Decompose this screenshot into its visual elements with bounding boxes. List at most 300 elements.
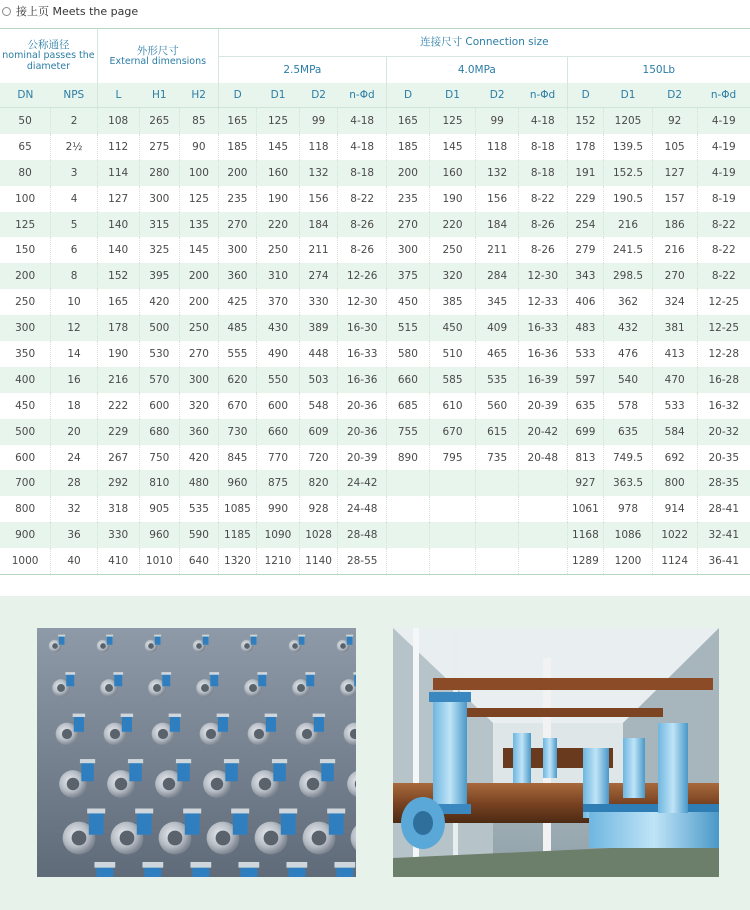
nominal-header — [0, 29, 97, 84]
table-cell: 200 — [387, 160, 430, 186]
table-cell: 220 — [257, 212, 300, 238]
table-cell: 381 — [652, 315, 697, 341]
table-cell: 145 — [429, 134, 476, 160]
table-cell: 389 — [299, 315, 338, 341]
table-cell: 450 — [0, 393, 51, 419]
table-cell: 800 — [0, 496, 51, 522]
table-cell: 360 — [180, 419, 219, 445]
table-cell — [429, 470, 476, 496]
table-cell: 730 — [218, 419, 257, 445]
table-cell: 406 — [567, 289, 604, 315]
column-header-h1-3: H1 — [139, 83, 180, 108]
table-cell: 430 — [257, 315, 300, 341]
table-cell: 699 — [567, 419, 604, 445]
table-cell: 270 — [652, 263, 697, 289]
table-cell: 16-30 — [338, 315, 387, 341]
table-cell: 4-18 — [338, 108, 387, 134]
table-cell: 80 — [0, 160, 51, 186]
table-cell: 500 — [0, 419, 51, 445]
table-cell: 8-18 — [518, 160, 567, 186]
table-cell: 1210 — [257, 548, 300, 574]
table-cell: 890 — [387, 445, 430, 471]
table-row — [0, 186, 750, 212]
table-cell: 320 — [429, 263, 476, 289]
table-cell: 692 — [652, 445, 697, 471]
table-cell: 425 — [218, 289, 257, 315]
table-cell: 90 — [180, 134, 219, 160]
table-cell — [429, 548, 476, 574]
table-cell: 960 — [218, 470, 257, 496]
table-cell: 409 — [476, 315, 519, 341]
table-cell: 483 — [567, 315, 604, 341]
table-row — [0, 393, 750, 419]
table-cell: 4-19 — [697, 134, 750, 160]
table-cell: 112 — [97, 134, 139, 160]
table-cell: 635 — [567, 393, 604, 419]
column-header-nd-16: n-Φd — [697, 83, 750, 108]
table-cell: 8-22 — [697, 263, 750, 289]
table-cell — [387, 522, 430, 548]
group-header-4.0mpa: 4.0MPa — [387, 57, 568, 84]
table-cell: 300 — [218, 237, 257, 263]
table-row — [0, 367, 750, 393]
table-row — [0, 134, 750, 160]
table-row — [0, 237, 750, 263]
table-cell: 615 — [476, 419, 519, 445]
table-cell: 127 — [652, 160, 697, 186]
table-cell: 530 — [139, 341, 180, 367]
table-cell: 640 — [180, 548, 219, 574]
table-cell: 20-35 — [697, 445, 750, 471]
nominal-subtitle: nominal passes the diameter — [2, 50, 95, 73]
table-cell: 152 — [97, 263, 139, 289]
table-cell: 540 — [604, 367, 653, 393]
table-cell: 65 — [0, 134, 51, 160]
table-cell: 978 — [604, 496, 653, 522]
table-cell: 12 — [51, 315, 98, 341]
table-cell: 32-41 — [697, 522, 750, 548]
table-cell: 560 — [476, 393, 519, 419]
table-cell: 165 — [218, 108, 257, 134]
table-cell: 114 — [97, 160, 139, 186]
table-cell: 8-22 — [697, 237, 750, 263]
table-row — [0, 548, 750, 574]
table-cell: 99 — [299, 108, 338, 134]
table-cell: 550 — [257, 367, 300, 393]
table-cell: 200 — [180, 289, 219, 315]
table-cell: 1289 — [567, 548, 604, 574]
table-cell: 448 — [299, 341, 338, 367]
external-header — [97, 29, 218, 84]
table-cell: 6 — [51, 237, 98, 263]
table-cell: 875 — [257, 470, 300, 496]
table-cell: 680 — [139, 419, 180, 445]
table-cell — [518, 496, 567, 522]
table-cell: 20-39 — [518, 393, 567, 419]
table-cell: 270 — [218, 212, 257, 238]
table-cell: 292 — [97, 470, 139, 496]
table-cell: 8-22 — [518, 186, 567, 212]
table-cell — [476, 522, 519, 548]
table-cell: 220 — [429, 212, 476, 238]
table-cell: 315 — [139, 212, 180, 238]
table-cell: 125 — [180, 186, 219, 212]
nominal-title: 公称通径 — [27, 39, 70, 52]
table-cell: 490 — [257, 341, 300, 367]
table-cell: 132 — [299, 160, 338, 186]
table-cell: 1028 — [299, 522, 338, 548]
table-cell: 178 — [567, 134, 604, 160]
table-cell: 320 — [180, 393, 219, 419]
table-cell: 928 — [299, 496, 338, 522]
table-cell: 265 — [139, 108, 180, 134]
column-header-d-9: D — [387, 83, 430, 108]
table-cell: 279 — [567, 237, 604, 263]
table-cell: 108 — [97, 108, 139, 134]
table-cell: 8-26 — [338, 237, 387, 263]
table-cell: 298.5 — [604, 263, 653, 289]
column-header-h2-4: H2 — [180, 83, 219, 108]
table-cell: 318 — [97, 496, 139, 522]
table-cell: 191 — [567, 160, 604, 186]
table-row — [0, 496, 750, 522]
table-cell: 28-41 — [697, 496, 750, 522]
table-cell: 160 — [429, 160, 476, 186]
table-cell: 5 — [51, 212, 98, 238]
table-cell — [387, 548, 430, 574]
table-cell: 200 — [0, 263, 51, 289]
table-cell: 670 — [218, 393, 257, 419]
table-cell: 92 — [652, 108, 697, 134]
table-cell: 914 — [652, 496, 697, 522]
table-cell: 216 — [604, 212, 653, 238]
table-cell: 330 — [97, 522, 139, 548]
table-cell: 8-18 — [518, 134, 567, 160]
page-header — [0, 0, 750, 22]
table-cell: 280 — [139, 160, 180, 186]
table-cell: 145 — [257, 134, 300, 160]
table-cell: 118 — [299, 134, 338, 160]
table-cell: 132 — [476, 160, 519, 186]
table-cell: 8-19 — [697, 186, 750, 212]
table-cell: 156 — [299, 186, 338, 212]
table-cell: 28 — [51, 470, 98, 496]
table-cell — [387, 496, 430, 522]
table-cell: 465 — [476, 341, 519, 367]
table-cell: 820 — [299, 470, 338, 496]
table-cell: 152 — [567, 108, 604, 134]
table-cell: 211 — [299, 237, 338, 263]
table-cell: 16-36 — [338, 367, 387, 393]
table-row — [0, 522, 750, 548]
table-cell: 140 — [97, 237, 139, 263]
table-cell: 2 — [51, 108, 98, 134]
table-cell: 190 — [97, 341, 139, 367]
table-cell: 1085 — [218, 496, 257, 522]
table-cell: 900 — [0, 522, 51, 548]
table-cell: 250 — [257, 237, 300, 263]
table-cell: 310 — [257, 263, 300, 289]
table-cell: 36 — [51, 522, 98, 548]
table-cell: 300 — [0, 315, 51, 341]
table-cell: 250 — [180, 315, 219, 341]
table-cell: 216 — [97, 367, 139, 393]
table-cell: 503 — [299, 367, 338, 393]
table-cell: 200 — [218, 160, 257, 186]
table-cell: 300 — [139, 186, 180, 212]
table-cell: 343 — [567, 263, 604, 289]
column-header-d2-7: D2 — [299, 83, 338, 108]
table-cell: 40 — [51, 548, 98, 574]
table-cell: 470 — [652, 367, 697, 393]
table-cell: 1000 — [0, 548, 51, 574]
column-header-d2-15: D2 — [652, 83, 697, 108]
table-cell: 190 — [429, 186, 476, 212]
table-cell: 990 — [257, 496, 300, 522]
table-cell: 254 — [567, 212, 604, 238]
table-cell: 813 — [567, 445, 604, 471]
table-cell: 165 — [97, 289, 139, 315]
table-cell: 241.5 — [604, 237, 653, 263]
table-cell: 12-25 — [697, 315, 750, 341]
table-cell: 548 — [299, 393, 338, 419]
column-header-d-5: D — [218, 83, 257, 108]
table-cell: 235 — [387, 186, 430, 212]
table-cell: 184 — [476, 212, 519, 238]
table-row — [0, 445, 750, 471]
table-cell — [429, 496, 476, 522]
table-cell: 510 — [429, 341, 476, 367]
table-cell — [518, 522, 567, 548]
table-row — [0, 470, 750, 496]
table-cell: 16-32 — [697, 393, 750, 419]
table-cell: 12-28 — [697, 341, 750, 367]
table-cell: 1320 — [218, 548, 257, 574]
table-cell: 270 — [387, 212, 430, 238]
table-cell: 450 — [429, 315, 476, 341]
column-header-dn-0: DN — [0, 83, 51, 108]
table-cell: 16-33 — [518, 315, 567, 341]
table-cell: 413 — [652, 341, 697, 367]
table-cell: 363.5 — [604, 470, 653, 496]
group-header-150lb: 150Lb — [567, 57, 750, 84]
table-cell: 100 — [0, 186, 51, 212]
table-cell: 99 — [476, 108, 519, 134]
table-cell: 12-30 — [338, 289, 387, 315]
table-cell: 350 — [0, 341, 51, 367]
table-cell: 105 — [652, 134, 697, 160]
table-cell: 845 — [218, 445, 257, 471]
table-cell: 8 — [51, 263, 98, 289]
table-row — [0, 263, 750, 289]
table-cell: 635 — [604, 419, 653, 445]
table-cell: 8-22 — [697, 212, 750, 238]
table-cell: 28-48 — [338, 522, 387, 548]
table-cell: 535 — [180, 496, 219, 522]
table-cell: 12-30 — [518, 263, 567, 289]
table-cell: 24-42 — [338, 470, 387, 496]
table-cell: 927 — [567, 470, 604, 496]
table-row — [0, 108, 750, 134]
table-cell: 200 — [180, 263, 219, 289]
connection-header: 连接尺寸 Connection size — [218, 29, 750, 57]
table-cell — [476, 496, 519, 522]
table-cell: 420 — [139, 289, 180, 315]
table-cell: 2½ — [51, 134, 98, 160]
table-cell: 300 — [387, 237, 430, 263]
table-cell: 400 — [0, 367, 51, 393]
table-cell: 1086 — [604, 522, 653, 548]
table-cell: 8-22 — [338, 186, 387, 212]
column-header-d1-6: D1 — [257, 83, 300, 108]
group-header-2.5mpa: 2.5MPa — [218, 57, 386, 84]
table-cell: 1061 — [567, 496, 604, 522]
table-cell: 270 — [180, 341, 219, 367]
table-cell: 211 — [476, 237, 519, 263]
table-cell: 184 — [299, 212, 338, 238]
table-cell: 395 — [139, 263, 180, 289]
column-header-nps-1: NPS — [51, 83, 98, 108]
table-cell: 100 — [180, 160, 219, 186]
table-cell: 24 — [51, 445, 98, 471]
table-cell: 156 — [476, 186, 519, 212]
table-cell: 24-48 — [338, 496, 387, 522]
table-cell: 18 — [51, 393, 98, 419]
table-cell: 685 — [387, 393, 430, 419]
table-cell: 485 — [218, 315, 257, 341]
table-cell: 810 — [139, 470, 180, 496]
table-cell: 229 — [567, 186, 604, 212]
table-cell: 20-39 — [338, 445, 387, 471]
table-row — [0, 212, 750, 238]
table-cell: 250 — [429, 237, 476, 263]
table-cell: 1200 — [604, 548, 653, 574]
table-cell: 229 — [97, 419, 139, 445]
table-cell: 28-55 — [338, 548, 387, 574]
table-cell: 12-33 — [518, 289, 567, 315]
table-cell: 4-18 — [338, 134, 387, 160]
table-cell: 157 — [652, 186, 697, 212]
table-body — [0, 108, 750, 575]
table-cell: 1168 — [567, 522, 604, 548]
table-cell: 905 — [139, 496, 180, 522]
table-cell: 584 — [652, 419, 697, 445]
table-cell: 597 — [567, 367, 604, 393]
table-cell: 600 — [139, 393, 180, 419]
table-cell: 1010 — [139, 548, 180, 574]
table-cell: 600 — [257, 393, 300, 419]
table-cell: 1140 — [299, 548, 338, 574]
table-cell: 480 — [180, 470, 219, 496]
table-cell: 275 — [139, 134, 180, 160]
photo-band — [0, 596, 750, 910]
table-cell: 476 — [604, 341, 653, 367]
table-cell: 160 — [257, 160, 300, 186]
valve-rows-photo — [37, 628, 356, 877]
table-cell: 140 — [97, 212, 139, 238]
table-cell: 20-36 — [338, 393, 387, 419]
table-cell: 16-36 — [518, 341, 567, 367]
table-cell: 178 — [97, 315, 139, 341]
table-cell: 28-35 — [697, 470, 750, 496]
table-cell: 125 — [257, 108, 300, 134]
table-cell: 20-42 — [518, 419, 567, 445]
table-cell: 118 — [476, 134, 519, 160]
table-cell: 500 — [139, 315, 180, 341]
table-cell: 3 — [51, 160, 98, 186]
table-cell: 410 — [97, 548, 139, 574]
table-row — [0, 419, 750, 445]
table-cell: 85 — [180, 108, 219, 134]
table-cell: 385 — [429, 289, 476, 315]
table-cell: 16-33 — [338, 341, 387, 367]
table-cell: 324 — [652, 289, 697, 315]
table-cell — [387, 470, 430, 496]
table-cell: 8-26 — [518, 212, 567, 238]
table-cell: 720 — [299, 445, 338, 471]
table-cell: 145 — [180, 237, 219, 263]
table-cell: 185 — [218, 134, 257, 160]
table-cell: 1090 — [257, 522, 300, 548]
table-cell: 533 — [567, 341, 604, 367]
external-subtitle: External dimensions — [109, 55, 207, 67]
table-cell: 660 — [387, 367, 430, 393]
table-cell: 580 — [387, 341, 430, 367]
table-cell: 375 — [387, 263, 430, 289]
table-cell: 16-28 — [697, 367, 750, 393]
column-header-d1-14: D1 — [604, 83, 653, 108]
table-cell: 235 — [218, 186, 257, 212]
table-cell: 670 — [429, 419, 476, 445]
table-cell: 186 — [652, 212, 697, 238]
table-cell: 125 — [429, 108, 476, 134]
table-cell: 165 — [387, 108, 430, 134]
table-cell: 1022 — [652, 522, 697, 548]
table-cell: 345 — [476, 289, 519, 315]
table-row — [0, 289, 750, 315]
table-cell — [518, 470, 567, 496]
table-cell — [476, 548, 519, 574]
table-cell: 750 — [139, 445, 180, 471]
column-header-d-13: D — [567, 83, 604, 108]
column-header-l-2: L — [97, 83, 139, 108]
table-cell: 585 — [429, 367, 476, 393]
table-cell — [476, 470, 519, 496]
table-cell: 14 — [51, 341, 98, 367]
table-row — [0, 160, 750, 186]
table-cell: 12-26 — [338, 263, 387, 289]
table-cell: 325 — [139, 237, 180, 263]
table-cell: 609 — [299, 419, 338, 445]
table-cell: 590 — [180, 522, 219, 548]
table-cell: 533 — [652, 393, 697, 419]
table-cell: 127 — [97, 186, 139, 212]
table-cell: 10 — [51, 289, 98, 315]
table-cell: 749.5 — [604, 445, 653, 471]
table-cell: 300 — [180, 367, 219, 393]
table-cell: 515 — [387, 315, 430, 341]
table-cell: 620 — [218, 367, 257, 393]
table-cell: 36-41 — [697, 548, 750, 574]
table-cell: 1185 — [218, 522, 257, 548]
table-row — [0, 315, 750, 341]
table-cell: 4-19 — [697, 108, 750, 134]
table-cell: 16-39 — [518, 367, 567, 393]
table-cell: 420 — [180, 445, 219, 471]
column-header-row — [0, 83, 750, 108]
external-title: 外形尺寸 — [136, 44, 179, 57]
table-cell: 795 — [429, 445, 476, 471]
